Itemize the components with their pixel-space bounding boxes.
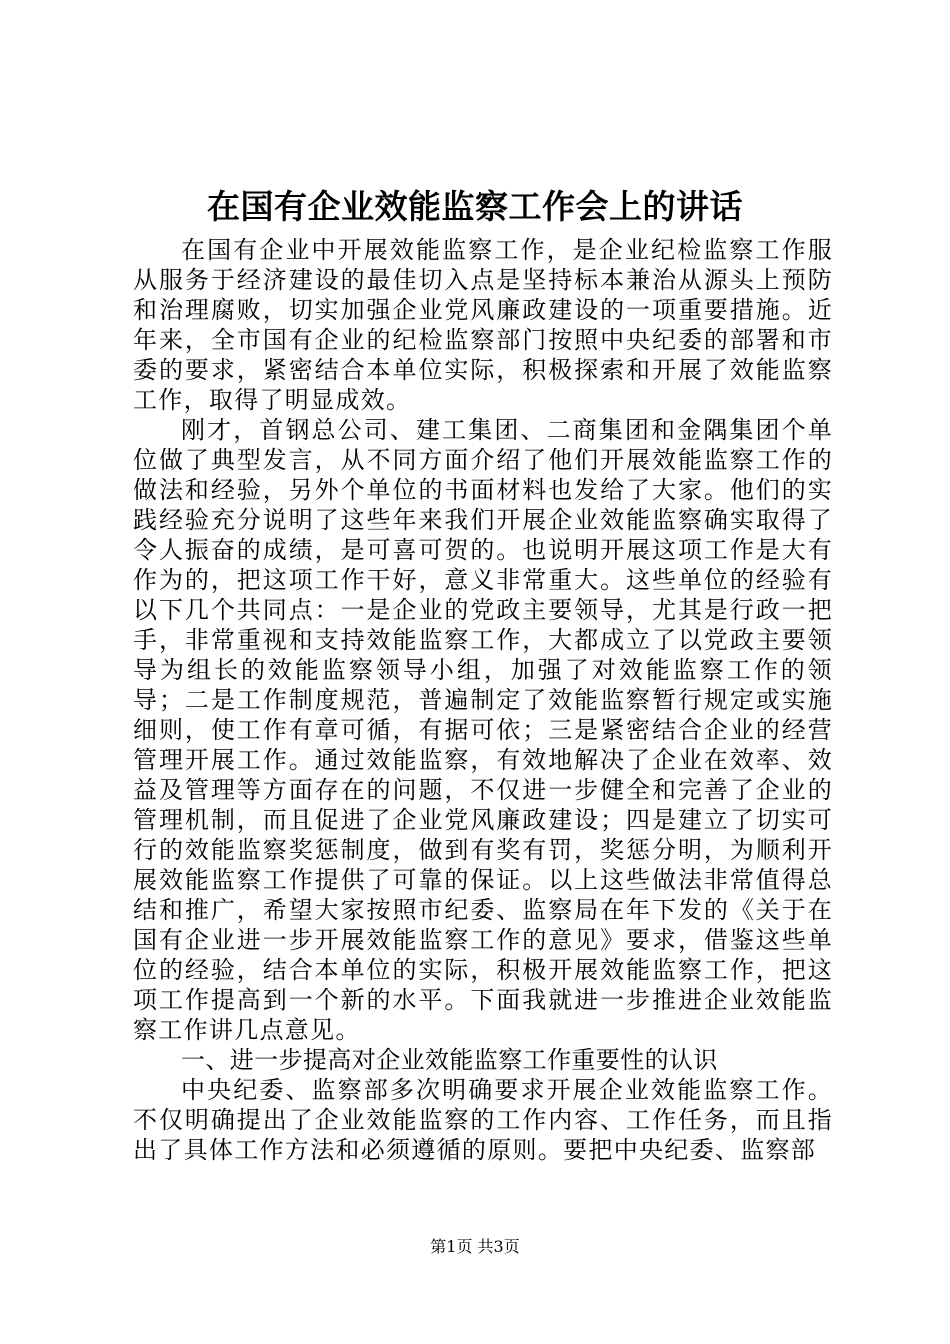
paragraph-intro: 在国有企业中开展效能监察工作，是企业纪检监察工作服从服务于经济建设的最佳切入点是坚持标本兼治从源头上预防和治理腐败，切实加强企业党风廉政建设的一项重要措施。近年来，全市国有企业的纪检监察部门按照中央纪委的部署和市委的要求，紧密结合本单位实际，积极探索和开展了效能监察工作，取得了明显成效。 — [133, 236, 833, 414]
page-number-footer: 第1页 共3页 — [430, 1237, 520, 1256]
paragraph-section-one: 中央纪委、监察部多次明确要求开展企业效能监察工作。不仅明确提出了企业效能监察的工作内容、工作任务，而且指出了具体工作方法和必须遵循的原则。要把中央纪委、监察部 — [133, 1076, 833, 1164]
paragraph-experience: 刚才，首钢总公司、建工集团、二商集团和金隅集团个单位做了典型发言，从不同方面介绍了他们开展效能监察工作的做法和经验，另外个单位的书面材料也发给了大家。他们的实践经验充分说明了这些年来我们开展企业效能监察确实取得了令人振奋的成绩，是可喜可贺的。也说明开展这项工作是大有作为的，把这项工作干好，意义非常重大。这些单位的经验有以下几个共同点：一是企业的党政主要领导，尤其是行政一把手，非常重视和支持效能监察工作，大都成立了以党政主要领导为组长的效能监察领导小组，加强了对效能监察工作的领导；二是工作制度规范，普遍制定了效能监察暂行规定或实施细则，使工作有章可循，有据可依；三是紧密结合企业的经营管理开展工作。通过效能监察，有效地解决了企业在效率、效益及管理等方面存在的问题，不仅进一步健全和完善了企业的管理机制，而且促进了企业党风廉政建设；四是建立了切实可行的效能监察奖惩制度，做到有奖有罚，奖惩分明，为顺利开展效能监察工作提供了可靠的保证。以上这些做法非常值得总结和推广，希望大家按照市纪委、监察局在年下发的《关于在国有企业进一步开展效能监察工作的意见》要求，借鉴这些单位的经验，结合本单位的实际，积极开展效能监察工作，把这项工作提高到一个新的水平。下面我就进一步推进企业效能监察工作讲几点意见。 — [133, 416, 833, 1044]
document-title: 在国有企业效能监察工作会上的讲话 — [207, 187, 743, 226]
document-body — [133, 235, 833, 1165]
section-heading: 一、进一步提高对企业效能监察工作重要性的认识 — [181, 1046, 718, 1074]
